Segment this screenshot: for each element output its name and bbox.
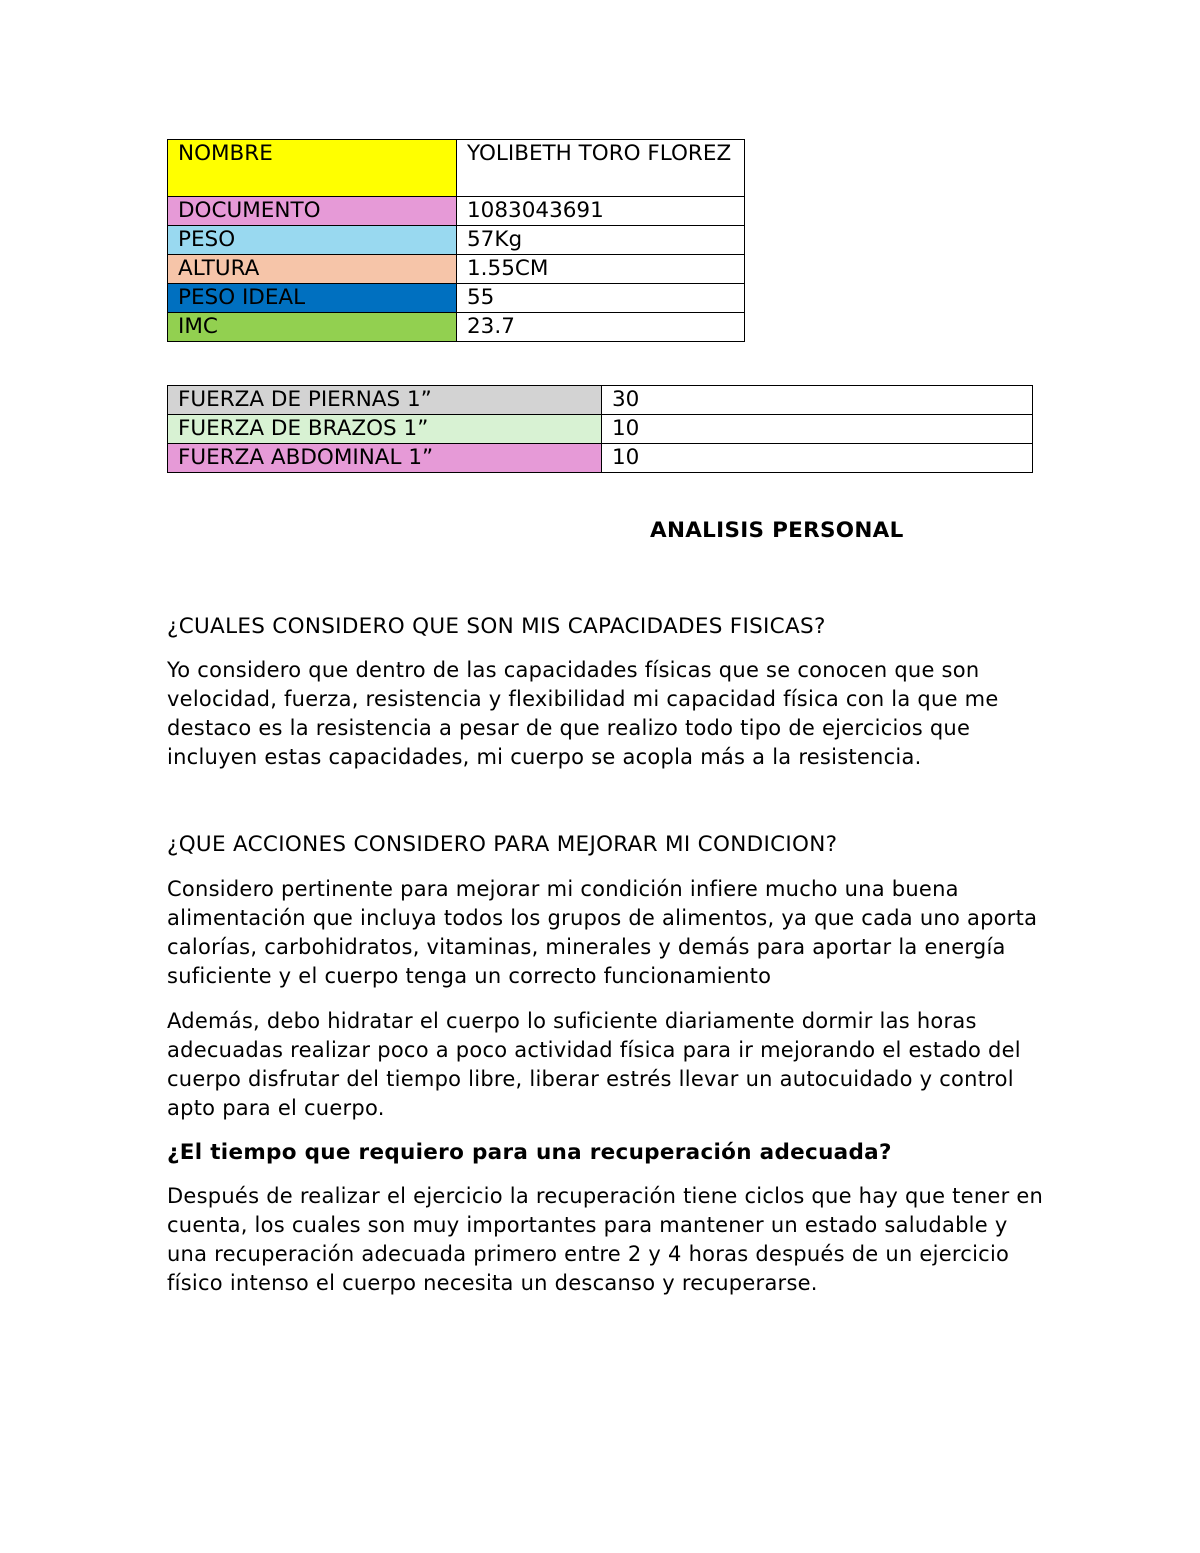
peso-value: 57Kg [457, 226, 745, 255]
table-row [168, 415, 1033, 444]
peso-label: PESO [168, 226, 457, 255]
question-recuperacion: ¿El tiempo que requiero para una recuperación adecuada? [167, 1140, 892, 1165]
table-row [168, 140, 745, 197]
answer-acciones-1: Considero pertinente para mejorar mi condición infiere mucho una buena alimentación que incluya todos los grupos de alimentos, ya que cada uno aporta calorías, carbohidratos, vitaminas, minerales y demás para aportar la energía suficiente y el cuerpo tenga un correcto funcionamiento [167, 877, 1038, 988]
answer-capacidades: Yo considero que dentro de las capacidades físicas que se conocen que son velocidad, fuerza, resistencia y flexibilidad mi capacidad física con la que me destaco es la resistencia a pesar de que realizo todo tipo de ejercicios que incluyen estas capacidades, mi cuerpo se acopla más a la resistencia. [167, 658, 999, 769]
nombre-value: YOLIBETH TORO FLOREZ [457, 140, 745, 197]
strength-table [167, 385, 1033, 473]
question-acciones: ¿QUE ACCIONES CONSIDERO PARA MEJORAR MI CONDICION? [167, 832, 838, 857]
altura-value: 1.55CM [457, 255, 745, 284]
documento-label: DOCUMENTO [168, 197, 457, 226]
table-row [168, 386, 1033, 415]
table-row [168, 444, 1033, 473]
peso-ideal-value: 55 [457, 284, 745, 313]
fuerza-piernas-label: FUERZA DE PIERNAS 1” [168, 386, 602, 415]
altura-label: ALTURA [168, 255, 457, 284]
fuerza-brazos-value: 10 [602, 415, 1033, 444]
peso-ideal-label: PESO IDEAL [168, 284, 457, 313]
fuerza-abdominal-value: 10 [602, 444, 1033, 473]
table-row [168, 197, 745, 226]
analysis-title: ANALISIS PERSONAL [650, 518, 904, 543]
table-row [168, 255, 745, 284]
fuerza-brazos-label: FUERZA DE BRAZOS 1” [168, 415, 602, 444]
table-row [168, 313, 745, 342]
personal-data-table [167, 139, 745, 342]
documento-value: 1083043691 [457, 197, 745, 226]
answer-acciones-2: Además, debo hidratar el cuerpo lo suficiente diariamente dormir las horas adecuadas realizar poco a poco actividad física para ir mejorando el estado del cuerpo disfrutar del tiempo libre, liberar estrés llevar un autocuidado y control apto para el cuerpo. [167, 1009, 1021, 1120]
table-row [168, 226, 745, 255]
table-row [168, 284, 745, 313]
answer-recuperacion: Después de realizar el ejercicio la recuperación tiene ciclos que hay que tener en cuenta, los cuales son muy importantes para mantener un estado saludable y una recuperación adecuada primero entre 2 y 4 horas después de un ejercicio físico intenso el cuerpo necesita un descanso y recuperarse. [167, 1184, 1044, 1295]
nombre-label: NOMBRE [168, 140, 457, 197]
fuerza-abdominal-label: FUERZA ABDOMINAL 1” [168, 444, 602, 473]
imc-value: 23.7 [457, 313, 745, 342]
fuerza-piernas-value: 30 [602, 386, 1033, 415]
imc-label: IMC [168, 313, 457, 342]
question-capacidades: ¿CUALES CONSIDERO QUE SON MIS CAPACIDADES FISICAS? [167, 614, 826, 639]
